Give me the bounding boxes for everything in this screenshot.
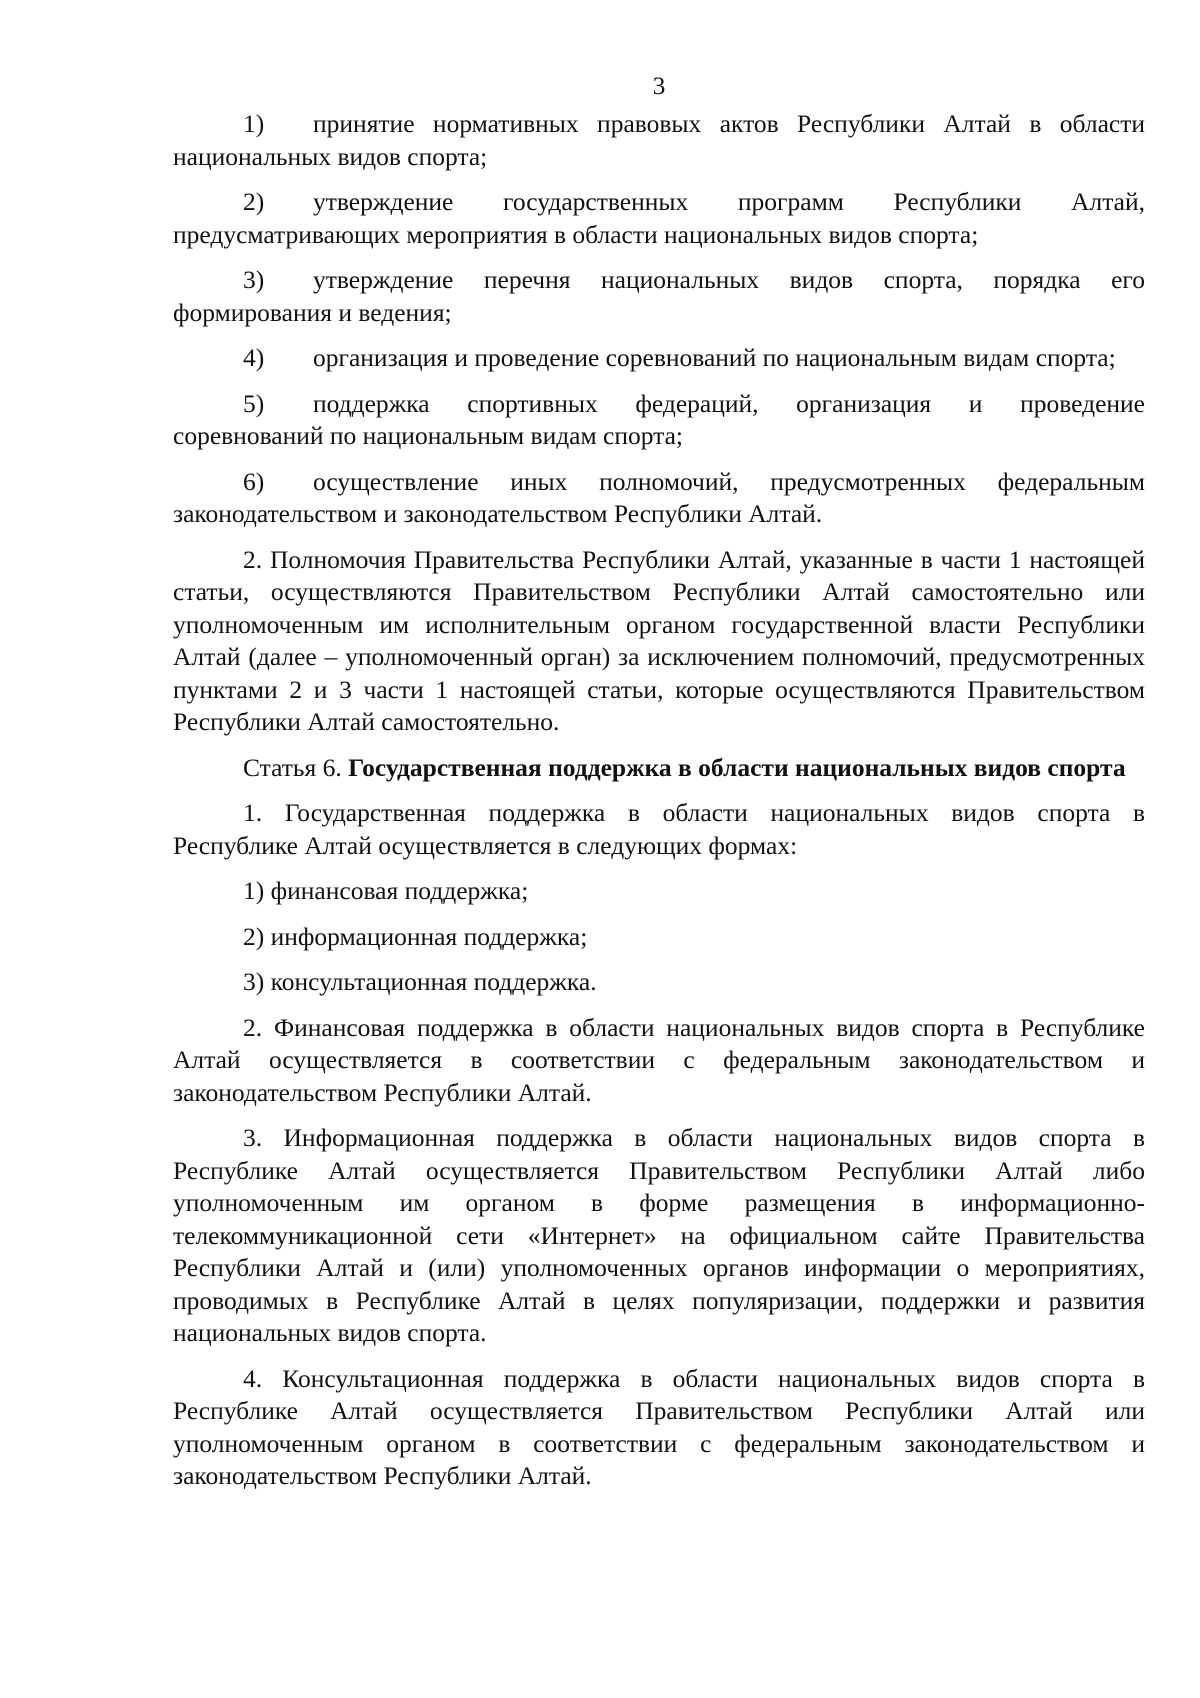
list-item-number: 3)	[243, 265, 265, 294]
article-6-part-1: 1. Государственная поддержка в области национальных видов спорта в Республике Алтай осуществляется в следующих формах:	[173, 798, 1145, 860]
list-item	[173, 186, 1145, 251]
list-item	[173, 388, 1145, 453]
list-item-text: утверждение государственных программ Республики Алтай, предусматривающих мероприятия в области национальных видов спорта;	[173, 187, 1145, 249]
powers-list	[173, 108, 1145, 531]
list-item	[173, 342, 1145, 375]
list-item-text: организация и проведение соревнований по национальным видам спорта;	[313, 343, 1116, 372]
list-item-number: 6)	[243, 466, 265, 496]
list-item	[173, 466, 1145, 531]
list-item-text: поддержка спортивных федераций, организация и проведение соревнований по национальным видам спорта;	[173, 388, 1145, 450]
list-item-text: осуществление иных полномочий, предусмотренных федеральным законодательством и законодательством Республики Алтай.	[173, 466, 1145, 528]
article-6-part-3: 3. Информационная поддержка в области национальных видов спорта в Республике Алтай осуществляется Правительством Республики Алтай либо уполномоченным им органом в форме размещения в информационно-телекоммуникационной сети «Интернет» на официальном сайте Правительства Республики Алтай и (или) уполномоченных органов информации о мероприятиях, проводимых в Республике Алтай в целях популяризации, поддержки и развития национальных видов спорта.	[173, 1123, 1145, 1347]
list-item: 3) консультационная поддержка.	[243, 967, 597, 996]
page-number: 3	[652, 71, 666, 100]
list-item	[173, 108, 1145, 173]
list-item	[173, 264, 1145, 329]
list-item: 2) информационная поддержка;	[243, 921, 588, 951]
list-item-number: 4)	[243, 343, 265, 372]
article-6-part-4: 4. Консультационная поддержка в области национальных видов спорта в Республике Алтай осуществляется Правительством Республики Алтай или уполномоченным органом в соответствии с федеральным законодательством и законодательством Республики Алтай.	[173, 1363, 1145, 1490]
list-item: 1) финансовая поддержка;	[243, 876, 529, 905]
article-label: Статья 6.	[243, 752, 349, 782]
list-item-text: утверждение перечня национальных видов спорта, порядка его формирования и ведения;	[173, 265, 1145, 327]
list-item-number: 1)	[243, 109, 265, 138]
list-item-number: 2)	[243, 187, 265, 216]
document-page	[173, 70, 1145, 1506]
article-title: Государственная поддержка в области национальных видов спорта	[348, 752, 1126, 782]
article-6-part-2: 2. Финансовая поддержка в области национальных видов спорта в Республике Алтай осуществляется в соответствии с федеральным законодательством и законодательством Республики Алтай.	[173, 1012, 1145, 1107]
article-6-heading	[173, 752, 1145, 785]
support-forms-list	[173, 875, 1145, 999]
list-item-number: 5)	[243, 388, 265, 418]
part-2-paragraph: 2. Полномочия Правительства Республики Алтай, указанные в части 1 настоящей статьи, осуществляются Правительством Республики Алтай самостоятельно или уполномоченным им исполнительным органом государственной власти Республики Алтай (далее – уполномоченный орган) за исключением полномочий, предусмотренных пунктами 2 и 3 части 1 настоящей статьи, которые осуществляются Правительством Республики Алтай самостоятельно.	[173, 544, 1145, 736]
list-item-text: принятие нормативных правовых актов Республики Алтай в области национальных видов спорта;	[173, 109, 1145, 171]
